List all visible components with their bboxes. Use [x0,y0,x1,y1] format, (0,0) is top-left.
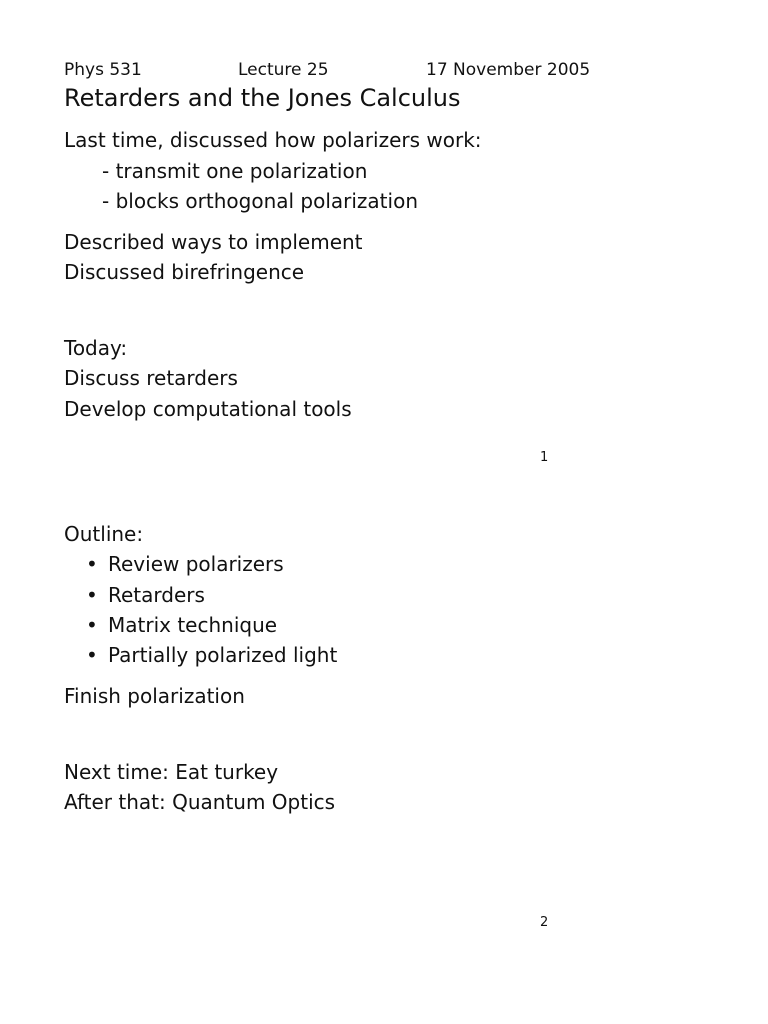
bullet-icon: • [86,643,98,667]
slide-2 [0,490,768,1024]
page-title: Retarders and the Jones Calculus [64,84,461,112]
page-number: 1 [540,450,549,465]
described-line: Described ways to implement [64,230,363,254]
outline-item [86,552,284,576]
after-that-line: After that: Quantum Optics [64,790,336,814]
finish-line: Finish polarization [64,684,245,708]
outline-label: Outline: [64,522,144,546]
outline-item [86,613,277,637]
last-time-item: - transmit one polarization [102,159,368,183]
lecture-label: Lecture 25 [238,60,329,80]
outline-item [86,583,205,607]
outline-item-label: Partially polarized light [108,643,338,667]
bullet-icon: • [86,613,98,637]
slide-1 [0,0,768,490]
date-label: 17 November 2005 [426,60,591,80]
course-label: Phys 531 [64,60,142,80]
today-label: Today: [64,336,128,360]
outline-item-label: Retarders [108,583,205,607]
outline-item-label: Review polarizers [108,552,284,576]
bullet-icon: • [86,583,98,607]
next-time-line: Next time: Eat turkey [64,760,279,784]
bullet-icon: • [86,552,98,576]
today-item: Develop computational tools [64,397,352,421]
last-time-item: - blocks orthogonal polarization [102,189,418,213]
outline-item-label: Matrix technique [108,613,278,637]
today-item: Discuss retarders [64,366,238,390]
outline-item [86,643,337,667]
discussed-line: Discussed birefringence [64,260,305,284]
page-number: 2 [540,915,549,930]
last-time-intro: Last time, discussed how polarizers work: [64,128,482,152]
